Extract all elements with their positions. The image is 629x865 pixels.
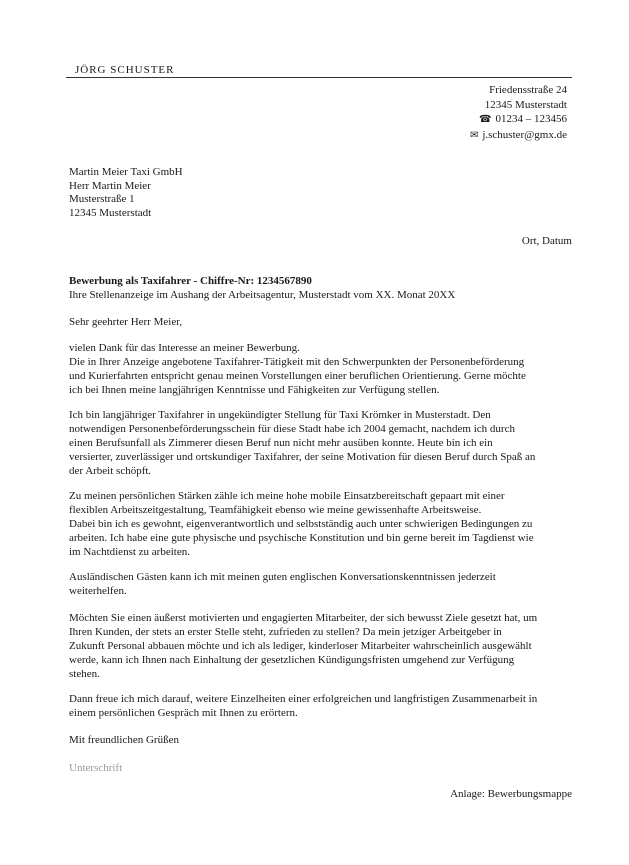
body-line: einen Berufsunfall als Zimmerer diesen Beruf nun nicht mehr ausüben konnte. Heute bin ich ein (69, 437, 493, 449)
attachment-note: Anlage: Bewerbungsmappe (450, 788, 572, 800)
subject-reference: Ihre Stellenanzeige im Aushang der Arbeitsagentur, Musterstadt vom XX. Monat 20XX (69, 288, 456, 301)
body-line: Zukunft Personal abbauen möchte und ich als lediger, kinderloser Mitarbeiter wahrscheinlich ausgewählt (69, 640, 532, 652)
body-line: stehen. (69, 668, 100, 680)
body-line: Zu meinen persönlichen Stärken zähle ich meine hohe mobile Einsatzbereitschaft gepaart mit einer (69, 490, 505, 502)
signature-placeholder: Unterschrift (69, 762, 123, 774)
body-line: Ihren Kunden, der stets an erster Stelle steht, zufrieden zu stellen? Da mein jetziger Arbeitgeber in (69, 626, 502, 638)
paragraph-strengths (69, 489, 575, 559)
paragraph-languages (69, 570, 575, 598)
body-line: Ich bin langjähriger Taxifahrer in ungekündigter Stellung für Taxi Krömker in Musterstadt. Den (69, 409, 491, 421)
recipient-company: Martin Meier Taxi GmbH (69, 166, 183, 178)
body-line: Ausländischen Gästen kann ich mit meinen guten englischen Konversationskenntnissen jederzeit (69, 571, 496, 583)
body-line: Dabei bin ich es gewohnt, eigenverantwortlich und selbstständig auch unter schwierigen Bedingungen zu (69, 518, 533, 530)
body-line: werde, kann ich Ihnen nach Einhaltung der gesetzlichen Kündigungsfristen umgehend zur Verfügung (69, 654, 515, 666)
body-line: weiterhelfen. (69, 585, 127, 597)
sender-email: j.schuster@gmx.de (482, 128, 567, 141)
salutation: Sehr geehrter Herr Meier, (69, 316, 183, 328)
date-line: Ort, Datum (521, 235, 572, 247)
sender-city: 12345 Musterstadt (484, 98, 567, 111)
recipient-street: Musterstraße 1 (69, 193, 135, 206)
sender-email-line (470, 128, 567, 144)
sender-name: JÖRG SCHUSTER (75, 64, 175, 76)
recipient-contact: Herr Martin Meier (69, 179, 151, 192)
subject-title: Bewerbung als Taxifahrer - Chiffre-Nr: 1234567890 (69, 275, 312, 287)
paragraph-outlook (69, 692, 575, 720)
body-line: ich bei Ihnen meine langjährigen Kenntnisse und Fähigkeiten zur Verfügung stellen. (69, 384, 440, 396)
body-line: versierter, zuverlässiger und ortskundiger Taxifahrer, der seine Motivation für diesen Beruf durch Spaß an (69, 451, 536, 463)
body-line: vielen Dank für das Interesse an meiner Bewerbung. (69, 342, 300, 354)
body-line: flexiblen Arbeitszeitgestaltung, Teamfähigkeit ebenso wie meine gewissenhafte Arbeitsweise. (69, 504, 482, 516)
closing: Mit freundlichen Grüßen (69, 734, 179, 746)
body-line: Möchten Sie einen äußerst motivierten und engagierten Mitarbeiter, der sich bewusst Ziele gesetzt hat, um (69, 612, 538, 624)
body-line: Die in Ihrer Anzeige angebotene Taxifahrer-Tätigkeit mit den Schwerpunkten der Personenbeförderung (69, 356, 525, 368)
recipient-address (69, 166, 183, 221)
recipient-city: 12345 Musterstadt (69, 207, 152, 220)
mail-icon: ✉ (469, 129, 479, 141)
body-line: im Nachtdienst zu arbeiten. (69, 546, 190, 558)
paragraph-intro (69, 341, 575, 397)
sender-address (470, 83, 567, 143)
subject-block (69, 275, 455, 302)
body-line: notwendigen Personenbeförderungsschein für diese Stadt habe ich 2004 gemacht, nachdem ich durch (69, 423, 515, 435)
body-line: Dann freue ich mich darauf, weitere Einzelheiten einer erfolgreichen und langfristigen Zusammenarbeit in (69, 693, 538, 705)
paragraph-experience (69, 408, 575, 478)
body-line: und Kurierfahrten entspricht genau meinen Vorstellungen einer beruflichen Orientierung. Gerne möchte (69, 370, 526, 382)
phone-icon: ☎ (479, 114, 492, 125)
sender-phone: 01234 – 123456 (495, 113, 567, 125)
body-line: arbeiten. Ich habe eine gute physische und psychische Konstitution und bin gerne bereit im Tagdienst wie (69, 532, 534, 544)
sender-street: Friedensstraße 24 (489, 84, 567, 96)
body-line: der Arbeit schöpft. (69, 465, 152, 477)
paragraph-availability (69, 611, 575, 681)
letterhead-divider (66, 77, 572, 78)
body-line: einem persönlichen Gespräch mit Ihnen zu erörtern. (69, 707, 298, 719)
sender-phone-line (470, 112, 567, 128)
